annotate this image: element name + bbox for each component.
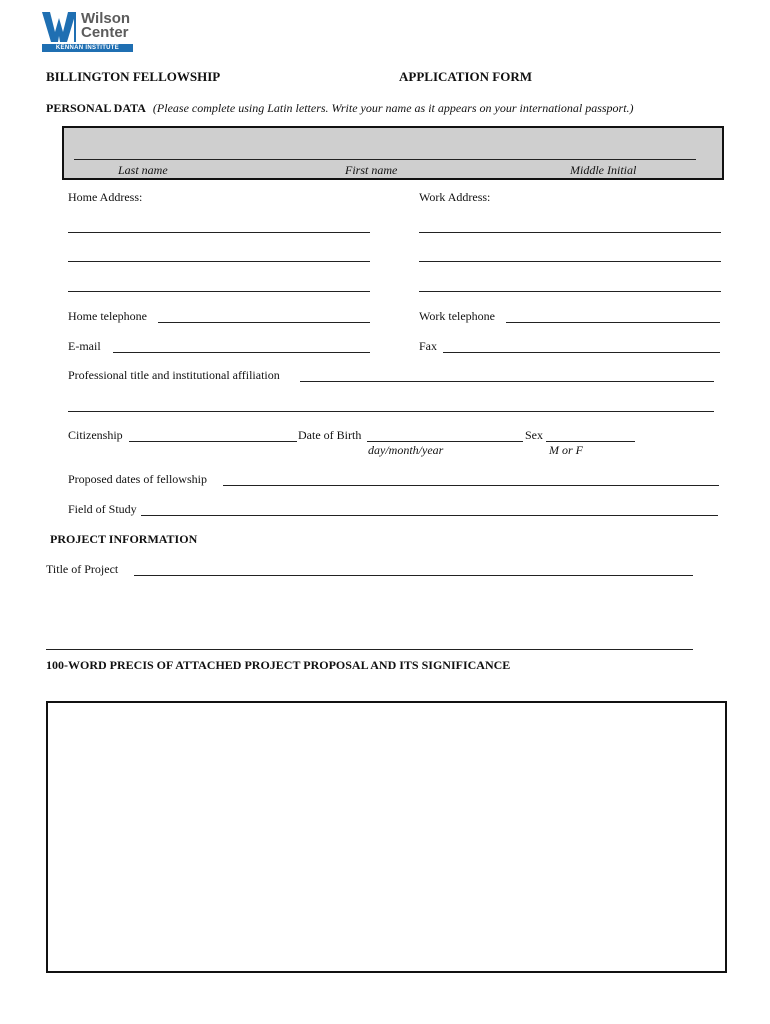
work-address-line-1[interactable] (419, 217, 721, 231)
fax-rule (443, 352, 720, 353)
date-of-birth-label: Date of Birth (298, 428, 362, 442)
form-title: APPLICATION FORM (399, 69, 533, 84)
work-telephone-input[interactable] (506, 307, 720, 321)
wilson-center-logo-mark (42, 12, 76, 42)
precis-heading: 100-WORD PRECIS OF ATTACHED PROJECT PROPOSAL AND ITS SIGNIFICANCE (46, 658, 511, 672)
title-of-project-input-2[interactable] (46, 634, 693, 648)
personal-data-heading-row (46, 101, 634, 116)
home-address-line-1[interactable] (68, 217, 370, 231)
dob-format-hint: day/month/year (368, 443, 444, 457)
field-of-study-rule (141, 515, 718, 516)
citizenship-rule (129, 441, 297, 442)
sex-format-hint: M or F (549, 443, 583, 457)
home-telephone-rule (158, 322, 370, 323)
proposed-dates-rule (223, 485, 719, 486)
work-address-rule (419, 291, 721, 292)
home-telephone-label: Home telephone (68, 309, 147, 323)
professional-title-label: Professional title and institutional affiliation (68, 368, 280, 382)
work-telephone-label: Work telephone (419, 309, 496, 323)
sex-label: Sex (525, 428, 543, 442)
first-name-label: First name (345, 163, 398, 177)
middle-initial-label: Middle Initial (570, 163, 637, 177)
professional-title-input[interactable] (300, 366, 714, 380)
email-input[interactable] (113, 337, 370, 351)
project-information-heading: PROJECT INFORMATION (50, 532, 198, 546)
personal-data-heading: PERSONAL DATA (46, 101, 146, 115)
email-rule (113, 352, 370, 353)
proposed-dates-input[interactable] (223, 470, 719, 484)
precis-textarea[interactable] (46, 701, 727, 973)
proposed-dates-label: Proposed dates of fellowship (68, 472, 207, 486)
title-of-project-rule-2 (46, 649, 693, 650)
home-address-line-3[interactable] (68, 276, 370, 290)
name-box (62, 126, 724, 180)
work-address-line-3[interactable] (419, 276, 721, 290)
title-of-project-input[interactable] (134, 560, 693, 574)
last-name-label: Last name (118, 163, 168, 177)
logo-wordmark: Wilson Center (81, 10, 131, 41)
home-address-rule (68, 232, 370, 233)
personal-data-note: (Please complete using Latin letters. Write your name as it appears on your international passport.) (152, 101, 634, 115)
email-label: E-mail (68, 339, 101, 353)
home-address-line-2[interactable] (68, 246, 370, 260)
fax-label: Fax (419, 339, 437, 353)
citizenship-label: Citizenship (68, 428, 123, 442)
work-address-rule (419, 261, 721, 262)
sex-input[interactable] (546, 426, 635, 440)
fellowship-title: BILLINGTON FELLOWSHIP (46, 69, 221, 84)
full-name-input[interactable] (74, 142, 694, 156)
fax-input[interactable] (443, 337, 720, 351)
home-address-label: Home Address: (68, 190, 143, 204)
home-telephone-input[interactable] (158, 307, 370, 321)
citizenship-input[interactable] (129, 426, 297, 440)
work-address-line-2[interactable] (419, 246, 721, 260)
home-address-rule (68, 261, 370, 262)
professional-title-rule-2 (68, 411, 714, 412)
professional-title-input-2[interactable] (68, 396, 714, 410)
field-of-study-label: Field of Study (68, 502, 137, 516)
title-of-project-label: Title of Project (46, 562, 119, 576)
date-of-birth-rule (367, 441, 523, 442)
work-telephone-rule (506, 322, 720, 323)
name-line (74, 159, 696, 160)
date-of-birth-input[interactable] (367, 426, 523, 440)
home-address-rule (68, 291, 370, 292)
title-of-project-rule (134, 575, 693, 576)
logo-institute-bar: KENNAN INSTITUTE (42, 44, 133, 52)
field-of-study-input[interactable] (141, 500, 718, 514)
work-address-label: Work Address: (419, 190, 491, 204)
professional-title-rule (300, 381, 714, 382)
work-address-rule (419, 232, 721, 233)
sex-rule (546, 441, 635, 442)
